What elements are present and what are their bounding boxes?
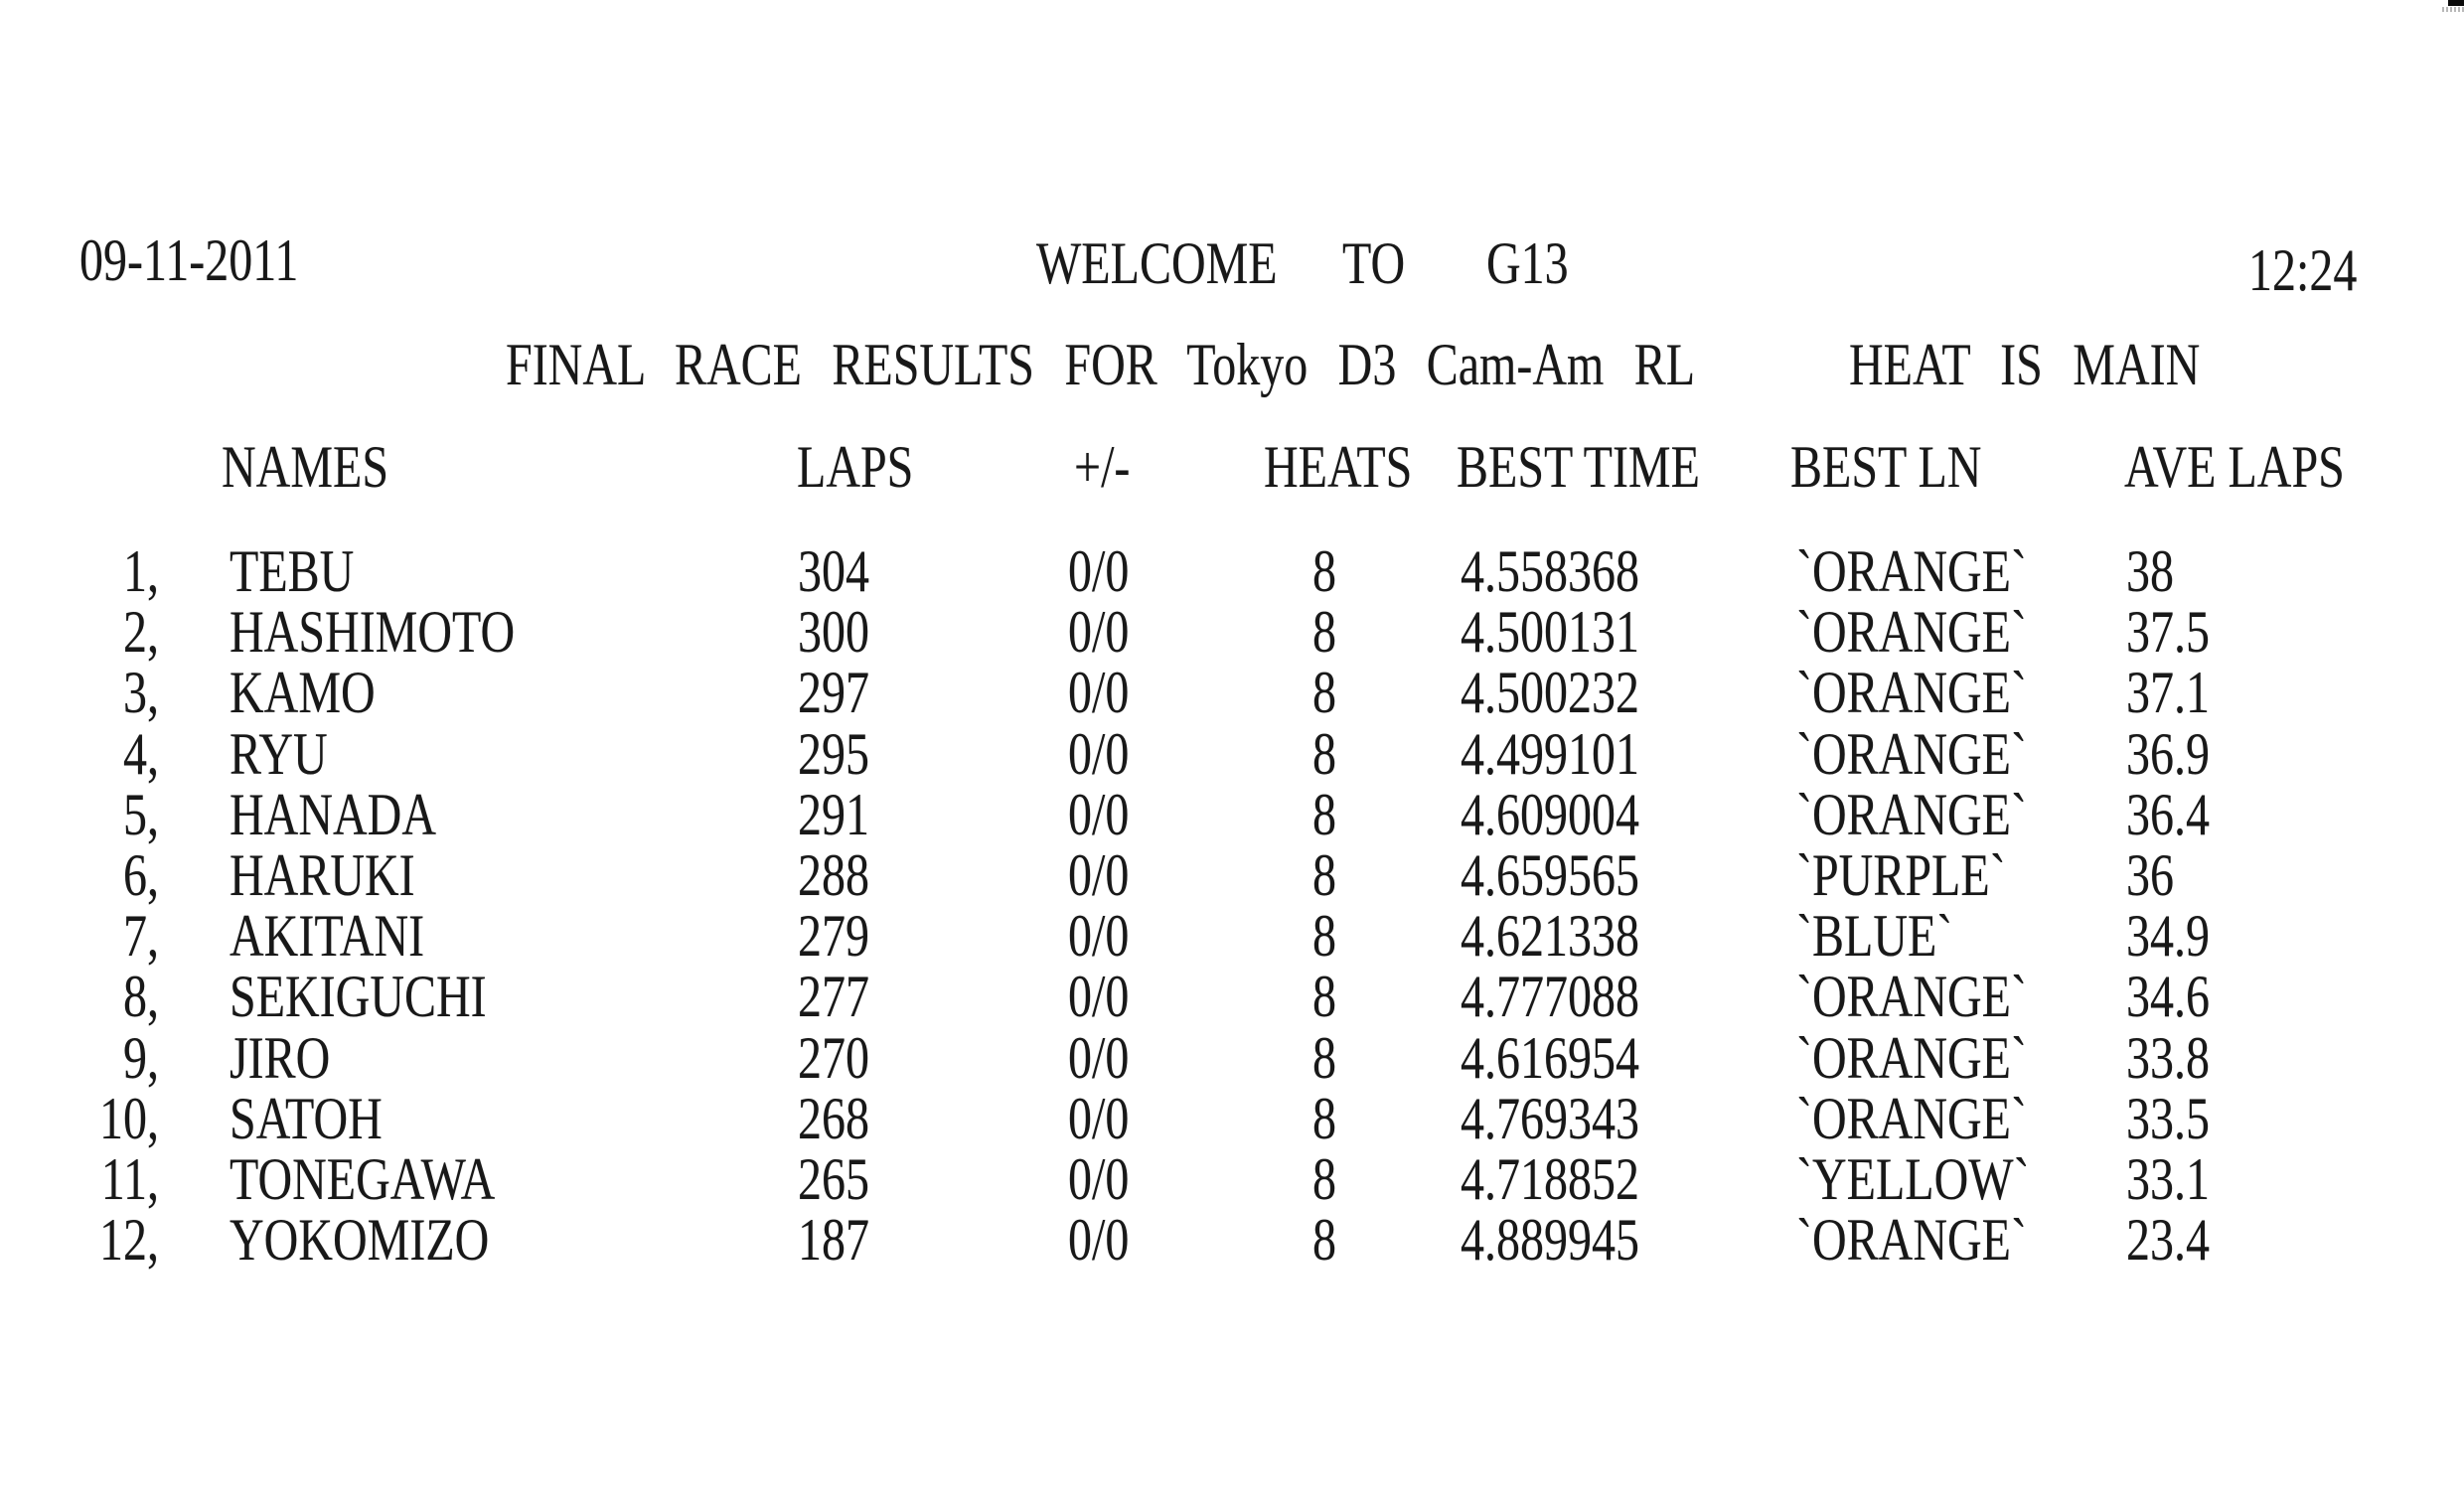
cell-best-time: 4.609004 — [1461, 781, 1639, 847]
cell-laps: 288 — [798, 841, 869, 908]
cell-name: HARUKI — [230, 841, 415, 908]
column-header-plus-minus: +/- — [1074, 434, 1131, 500]
results-title: FINAL RACE RESULTS FOR Tokyo D3 Cam-Am RL — [506, 332, 1696, 397]
cell-heats: 8 — [1312, 1207, 1336, 1274]
cell-ave-laps: 38 — [2126, 538, 2174, 604]
cell-heats: 8 — [1312, 599, 1336, 666]
cell-name: HANADA — [230, 781, 436, 847]
cell-plus-minus: 0/0 — [1068, 1085, 1130, 1151]
cell-best-time: 4.659565 — [1461, 841, 1639, 908]
cell-best-lane: `ORANGE` — [1796, 781, 2027, 847]
cell-best-lane: `ORANGE` — [1796, 1207, 2027, 1274]
table-row — [0, 1024, 2464, 1091]
cell-best-lane: `YELLOW` — [1796, 1145, 2030, 1212]
welcome-title-word-3: G13 — [1486, 230, 1569, 296]
cell-laps: 265 — [798, 1145, 869, 1212]
cell-plus-minus: 0/0 — [1068, 1145, 1130, 1212]
results-rows — [0, 538, 2464, 1274]
cell-plus-minus: 0/0 — [1068, 781, 1130, 847]
cell-plus-minus: 0/0 — [1068, 841, 1130, 908]
column-header-names: NAMES — [222, 434, 389, 500]
cell-position: 11, — [100, 1145, 159, 1212]
cell-best-time: 4.777088 — [1461, 964, 1639, 1030]
cell-best-time: 4.889945 — [1461, 1207, 1639, 1274]
cell-heats: 8 — [1312, 964, 1336, 1030]
cell-ave-laps: 33.5 — [2126, 1085, 2210, 1151]
cell-best-time: 4.621338 — [1461, 903, 1639, 970]
column-header-ave-laps: AVE LAPS — [2124, 434, 2345, 500]
cell-ave-laps: 23.4 — [2126, 1207, 2210, 1274]
cell-plus-minus: 0/0 — [1068, 599, 1130, 666]
cell-best-lane: `PURPLE` — [1796, 841, 2006, 908]
cell-heats: 8 — [1312, 720, 1336, 787]
cell-best-time: 4.500232 — [1461, 660, 1639, 726]
cell-best-lane: `ORANGE` — [1796, 538, 2027, 604]
column-header-laps: LAPS — [797, 434, 914, 500]
cell-best-lane: `ORANGE` — [1796, 1085, 2027, 1151]
table-row — [0, 660, 2464, 726]
cell-laps: 300 — [798, 599, 869, 666]
cell-best-lane: `ORANGE` — [1796, 599, 2027, 666]
cell-name: HASHIMOTO — [230, 599, 516, 666]
cell-name: TEBU — [230, 538, 355, 604]
table-row — [0, 903, 2464, 970]
cell-name: SATOH — [230, 1085, 383, 1151]
column-header-best-time: BEST TIME — [1457, 434, 1700, 500]
cell-best-time: 4.718852 — [1461, 1145, 1639, 1212]
table-row — [0, 781, 2464, 847]
column-header-best-lane: BEST LN — [1790, 434, 1982, 500]
cell-position: 5, — [123, 781, 159, 847]
cell-best-time: 4.499101 — [1461, 720, 1639, 787]
cell-heats: 8 — [1312, 1085, 1336, 1151]
cell-name: JIRO — [230, 1024, 331, 1091]
report-time: 12:24 — [2248, 237, 2358, 303]
cell-heats: 8 — [1312, 1024, 1336, 1091]
cell-position: 4, — [123, 720, 159, 787]
cell-name: KAMO — [230, 660, 376, 726]
scan-artifact-mark — [2448, 0, 2464, 6]
table-row — [0, 964, 2464, 1030]
cell-laps: 304 — [798, 538, 869, 604]
welcome-title-word-2: TO — [1342, 230, 1406, 296]
cell-ave-laps: 33.8 — [2126, 1024, 2210, 1091]
cell-best-lane: `ORANGE` — [1796, 660, 2027, 726]
cell-laps: 268 — [798, 1085, 869, 1151]
cell-best-lane: `ORANGE` — [1796, 720, 2027, 787]
cell-name: TONEGAWA — [230, 1145, 496, 1212]
table-row — [0, 841, 2464, 908]
table-row — [0, 1207, 2464, 1274]
cell-ave-laps: 36 — [2126, 841, 2174, 908]
table-row — [0, 1085, 2464, 1151]
cell-laps: 187 — [798, 1207, 869, 1274]
table-row — [0, 599, 2464, 666]
cell-best-lane: `BLUE` — [1796, 903, 1953, 970]
cell-plus-minus: 0/0 — [1068, 1207, 1130, 1274]
cell-plus-minus: 0/0 — [1068, 903, 1130, 970]
column-header-heats: HEATS — [1264, 434, 1413, 500]
cell-best-time: 4.558368 — [1461, 538, 1639, 604]
cell-name: AKITANI — [230, 903, 425, 970]
cell-position: 3, — [123, 660, 159, 726]
cell-laps: 291 — [798, 781, 869, 847]
cell-laps: 295 — [798, 720, 869, 787]
cell-position: 9, — [123, 1024, 159, 1091]
heat-label: HEAT IS MAIN — [1849, 332, 2201, 397]
cell-laps: 297 — [798, 660, 869, 726]
cell-heats: 8 — [1312, 781, 1336, 847]
cell-best-time: 4.616954 — [1461, 1024, 1639, 1091]
cell-heats: 8 — [1312, 660, 1336, 726]
cell-best-time: 4.769343 — [1461, 1085, 1639, 1151]
table-row — [0, 1145, 2464, 1212]
cell-plus-minus: 0/0 — [1068, 720, 1130, 787]
cell-position: 8, — [123, 964, 159, 1030]
cell-laps: 277 — [798, 964, 869, 1030]
cell-ave-laps: 34.6 — [2126, 964, 2210, 1030]
table-row — [0, 538, 2464, 604]
cell-plus-minus: 0/0 — [1068, 964, 1130, 1030]
report-date: 09-11-2011 — [79, 227, 299, 293]
cell-ave-laps: 37.5 — [2126, 599, 2210, 666]
cell-best-lane: `ORANGE` — [1796, 964, 2027, 1030]
cell-position: 6, — [123, 841, 159, 908]
cell-ave-laps: 36.4 — [2126, 781, 2210, 847]
cell-heats: 8 — [1312, 903, 1336, 970]
cell-best-time: 4.500131 — [1461, 599, 1639, 666]
cell-ave-laps: 33.1 — [2126, 1145, 2210, 1212]
cell-heats: 8 — [1312, 1145, 1336, 1212]
cell-position: 1, — [123, 538, 159, 604]
welcome-title-word-1: WELCOME — [1036, 230, 1278, 296]
cell-position: 2, — [123, 599, 159, 666]
cell-ave-laps: 34.9 — [2126, 903, 2210, 970]
cell-laps: 279 — [798, 903, 869, 970]
cell-ave-laps: 36.9 — [2126, 720, 2210, 787]
cell-plus-minus: 0/0 — [1068, 1024, 1130, 1091]
table-row — [0, 720, 2464, 787]
cell-heats: 8 — [1312, 538, 1336, 604]
cell-laps: 270 — [798, 1024, 869, 1091]
cell-plus-minus: 0/0 — [1068, 538, 1130, 604]
cell-plus-minus: 0/0 — [1068, 660, 1130, 726]
scan-artifact-speckle — [2442, 7, 2464, 12]
cell-name: SEKIGUCHI — [230, 964, 487, 1030]
cell-position: 7, — [123, 903, 159, 970]
cell-ave-laps: 37.1 — [2126, 660, 2210, 726]
cell-name: YOKOMIZO — [230, 1207, 490, 1274]
cell-position: 12, — [99, 1207, 159, 1274]
cell-best-lane: `ORANGE` — [1796, 1024, 2027, 1091]
cell-name: RYU — [230, 720, 328, 787]
cell-heats: 8 — [1312, 841, 1336, 908]
cell-position: 10, — [99, 1085, 159, 1151]
